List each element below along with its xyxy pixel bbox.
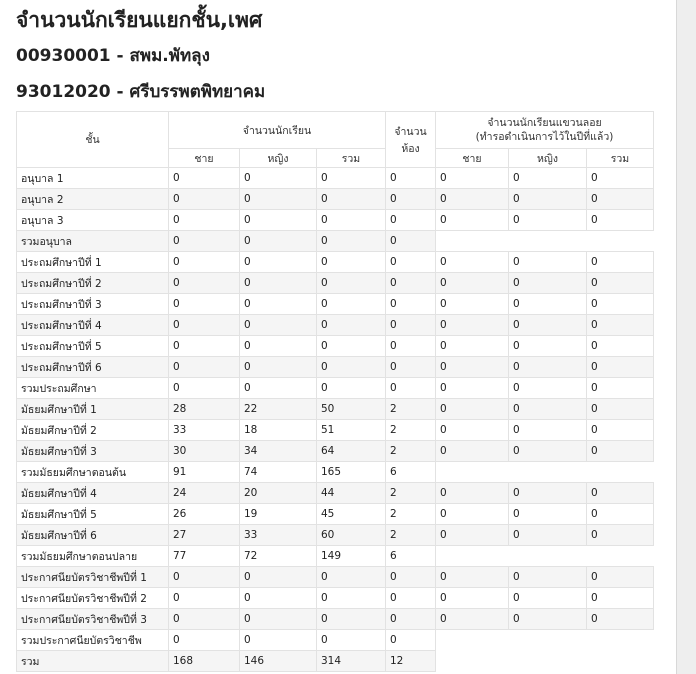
floating-male-cell: 0 [436, 315, 509, 336]
floating-female-cell: 0 [509, 273, 587, 294]
floating-male-header: ชาย [436, 149, 509, 168]
female-cell: 0 [240, 357, 317, 378]
floating-male-cell: 0 [436, 378, 509, 399]
male-cell: 0 [169, 273, 240, 294]
male-cell: 0 [169, 378, 240, 399]
male-cell: 0 [169, 210, 240, 231]
grade-cell: มัธยมศึกษาปีที่ 1 [17, 399, 169, 420]
grade-cell: รวม [17, 651, 169, 672]
grade-cell: มัธยมศึกษาปีที่ 4 [17, 483, 169, 504]
female-cell: 0 [240, 210, 317, 231]
rooms-cell: 2 [386, 483, 436, 504]
floating-female-cell: 0 [509, 210, 587, 231]
floating-male-cell: 0 [436, 420, 509, 441]
rooms-cell: 2 [386, 420, 436, 441]
floating-female-cell: 0 [509, 252, 587, 273]
floating-total-cell: 0 [587, 273, 654, 294]
grade-cell: อนุบาล 2 [17, 189, 169, 210]
table-row [17, 231, 654, 252]
floating-female-cell: 0 [509, 378, 587, 399]
female-cell: 0 [240, 378, 317, 399]
rooms-cell: 0 [386, 378, 436, 399]
rooms-cell: 2 [386, 399, 436, 420]
floating-total-cell: 0 [587, 441, 654, 462]
page-title: จำนวนนักเรียนแยกชั้น,เพศ [16, 8, 263, 32]
floating-female-cell: 0 [509, 588, 587, 609]
grade-cell: ประถมศึกษาปีที่ 2 [17, 273, 169, 294]
female-header: หญิง [240, 149, 317, 168]
male-cell: 77 [169, 546, 240, 567]
total-cell: 44 [317, 483, 386, 504]
floating-total-cell: 0 [587, 399, 654, 420]
female-cell: 74 [240, 462, 317, 483]
total-cell: 0 [317, 357, 386, 378]
floating-students-header [436, 112, 654, 149]
table-row [17, 210, 654, 231]
rooms-cell: 0 [386, 567, 436, 588]
table-row [17, 441, 654, 462]
grade-cell: ประกาศนียบัตรวิชาชีพปีที่ 2 [17, 588, 169, 609]
grade-cell: ประถมศึกษาปีที่ 4 [17, 315, 169, 336]
floating-empty-cell [436, 630, 654, 651]
floating-female-cell: 0 [509, 315, 587, 336]
grade-cell: มัธยมศึกษาปีที่ 3 [17, 441, 169, 462]
total-cell: 0 [317, 567, 386, 588]
floating-header-line1: จำนวนนักเรียนแขวนลอย [487, 117, 602, 129]
female-cell: 0 [240, 567, 317, 588]
total-cell: 64 [317, 441, 386, 462]
grade-header: ชั้น [17, 112, 169, 168]
floating-total-cell: 0 [587, 420, 654, 441]
floating-female-cell: 0 [509, 567, 587, 588]
floating-female-cell: 0 [509, 483, 587, 504]
total-cell: 50 [317, 399, 386, 420]
floating-empty-cell [436, 462, 654, 483]
floating-total-cell: 0 [587, 609, 654, 630]
female-cell: 0 [240, 630, 317, 651]
floating-male-cell: 0 [436, 252, 509, 273]
floating-total-header: รวม [587, 149, 654, 168]
total-cell: 0 [317, 252, 386, 273]
rooms-cell: 0 [386, 609, 436, 630]
floating-total-cell: 0 [587, 504, 654, 525]
rooms-cell: 0 [386, 588, 436, 609]
floating-total-cell: 0 [587, 315, 654, 336]
total-cell: 0 [317, 294, 386, 315]
table-row [17, 546, 654, 567]
male-cell: 0 [169, 252, 240, 273]
grade-cell: ประถมศึกษาปีที่ 6 [17, 357, 169, 378]
female-cell: 0 [240, 588, 317, 609]
female-cell: 0 [240, 609, 317, 630]
rooms-cell: 2 [386, 525, 436, 546]
female-cell: 0 [240, 315, 317, 336]
rooms-cell: 0 [386, 189, 436, 210]
female-cell: 0 [240, 189, 317, 210]
total-cell: 0 [317, 168, 386, 189]
table-row [17, 399, 654, 420]
total-header: รวม [317, 149, 386, 168]
floating-total-cell: 0 [587, 483, 654, 504]
female-cell: 18 [240, 420, 317, 441]
male-cell: 91 [169, 462, 240, 483]
male-cell: 28 [169, 399, 240, 420]
total-cell: 0 [317, 315, 386, 336]
table-row [17, 252, 654, 273]
table-body [17, 168, 654, 672]
rooms-cell: 12 [386, 651, 436, 672]
floating-male-cell: 0 [436, 336, 509, 357]
floating-header-line2: (ทำรอดำเนินการไว้ในปีที่แล้ว) [475, 131, 614, 143]
grade-cell: รวมประถมศึกษา [17, 378, 169, 399]
female-cell: 0 [240, 273, 317, 294]
floating-female-cell: 0 [509, 357, 587, 378]
table-row [17, 630, 654, 651]
total-cell: 0 [317, 609, 386, 630]
page-scroll-edge [676, 0, 696, 674]
rooms-cell: 0 [386, 315, 436, 336]
rooms-cell: 2 [386, 504, 436, 525]
grade-cell: มัธยมศึกษาปีที่ 5 [17, 504, 169, 525]
floating-female-header: หญิง [509, 149, 587, 168]
table-row [17, 378, 654, 399]
grade-cell: ประกาศนียบัตรวิชาชีพปีที่ 3 [17, 609, 169, 630]
rooms-cell: 0 [386, 231, 436, 252]
rooms-header [386, 112, 436, 168]
floating-total-cell: 0 [587, 252, 654, 273]
male-cell: 0 [169, 231, 240, 252]
total-cell: 0 [317, 231, 386, 252]
table-row [17, 462, 654, 483]
female-cell: 146 [240, 651, 317, 672]
grade-cell: มัธยมศึกษาปีที่ 2 [17, 420, 169, 441]
table-row [17, 294, 654, 315]
floating-female-cell: 0 [509, 189, 587, 210]
floating-male-cell: 0 [436, 399, 509, 420]
table-row [17, 189, 654, 210]
floating-male-cell: 0 [436, 609, 509, 630]
table-row [17, 336, 654, 357]
rooms-cell: 0 [386, 210, 436, 231]
table-row [17, 420, 654, 441]
rooms-cell: 0 [386, 336, 436, 357]
floating-female-cell: 0 [509, 420, 587, 441]
total-cell: 165 [317, 462, 386, 483]
grade-cell: รวมมัธยมศึกษาตอนต้น [17, 462, 169, 483]
students-header: จำนวนนักเรียน [169, 112, 386, 149]
school-heading: 93012020 - ศรีบรรพตพิทยาคม [16, 82, 266, 102]
male-cell: 26 [169, 504, 240, 525]
table-row [17, 168, 654, 189]
floating-female-cell: 0 [509, 441, 587, 462]
floating-empty-cell [436, 651, 654, 672]
rooms-header-line2: ห้อง [401, 142, 420, 155]
female-cell: 0 [240, 294, 317, 315]
male-header: ชาย [169, 149, 240, 168]
female-cell: 0 [240, 336, 317, 357]
area-heading: 00930001 - สพม.พัทลุง [16, 46, 210, 66]
floating-male-cell: 0 [436, 588, 509, 609]
grade-cell: ประถมศึกษาปีที่ 3 [17, 294, 169, 315]
total-cell: 0 [317, 210, 386, 231]
male-cell: 0 [169, 294, 240, 315]
male-cell: 0 [169, 588, 240, 609]
grade-cell: รวมประกาศนียบัตรวิชาชีพ [17, 630, 169, 651]
male-cell: 0 [169, 609, 240, 630]
table-row [17, 588, 654, 609]
female-cell: 72 [240, 546, 317, 567]
floating-total-cell: 0 [587, 567, 654, 588]
floating-total-cell: 0 [587, 588, 654, 609]
floating-male-cell: 0 [436, 168, 509, 189]
male-cell: 0 [169, 567, 240, 588]
rooms-cell: 0 [386, 630, 436, 651]
female-cell: 34 [240, 441, 317, 462]
floating-male-cell: 0 [436, 210, 509, 231]
floating-female-cell: 0 [509, 336, 587, 357]
floating-male-cell: 0 [436, 189, 509, 210]
floating-total-cell: 0 [587, 378, 654, 399]
grade-cell: ประถมศึกษาปีที่ 5 [17, 336, 169, 357]
floating-female-cell: 0 [509, 525, 587, 546]
floating-total-cell: 0 [587, 210, 654, 231]
rooms-cell: 6 [386, 546, 436, 567]
total-cell: 149 [317, 546, 386, 567]
floating-female-cell: 0 [509, 168, 587, 189]
total-cell: 0 [317, 189, 386, 210]
female-cell: 0 [240, 231, 317, 252]
total-cell: 0 [317, 630, 386, 651]
table-row [17, 483, 654, 504]
male-cell: 0 [169, 357, 240, 378]
rooms-cell: 2 [386, 441, 436, 462]
floating-male-cell: 0 [436, 294, 509, 315]
female-cell: 20 [240, 483, 317, 504]
total-cell: 0 [317, 336, 386, 357]
female-cell: 33 [240, 525, 317, 546]
grade-cell: มัธยมศึกษาปีที่ 6 [17, 525, 169, 546]
floating-female-cell: 0 [509, 609, 587, 630]
rooms-cell: 0 [386, 252, 436, 273]
student-count-table [16, 111, 654, 672]
table-row [17, 609, 654, 630]
table-row [17, 315, 654, 336]
grade-cell: อนุบาล 3 [17, 210, 169, 231]
male-cell: 0 [169, 336, 240, 357]
male-cell: 24 [169, 483, 240, 504]
male-cell: 30 [169, 441, 240, 462]
female-cell: 0 [240, 168, 317, 189]
floating-female-cell: 0 [509, 504, 587, 525]
rooms-cell: 0 [386, 273, 436, 294]
rooms-cell: 6 [386, 462, 436, 483]
male-cell: 168 [169, 651, 240, 672]
total-cell: 0 [317, 588, 386, 609]
floating-total-cell: 0 [587, 294, 654, 315]
floating-male-cell: 0 [436, 441, 509, 462]
female-cell: 22 [240, 399, 317, 420]
total-cell: 60 [317, 525, 386, 546]
floating-total-cell: 0 [587, 357, 654, 378]
floating-female-cell: 0 [509, 294, 587, 315]
floating-male-cell: 0 [436, 504, 509, 525]
floating-total-cell: 0 [587, 189, 654, 210]
rooms-header-line1: จำนวน [394, 125, 427, 138]
grade-cell: ประกาศนียบัตรวิชาชีพปีที่ 1 [17, 567, 169, 588]
total-cell: 45 [317, 504, 386, 525]
floating-empty-cell [436, 231, 654, 252]
male-cell: 27 [169, 525, 240, 546]
floating-male-cell: 0 [436, 273, 509, 294]
table-row [17, 357, 654, 378]
female-cell: 19 [240, 504, 317, 525]
total-cell: 0 [317, 273, 386, 294]
rooms-cell: 0 [386, 168, 436, 189]
table-row [17, 567, 654, 588]
table-row [17, 504, 654, 525]
floating-female-cell: 0 [509, 399, 587, 420]
floating-total-cell: 0 [587, 168, 654, 189]
rooms-cell: 0 [386, 294, 436, 315]
male-cell: 33 [169, 420, 240, 441]
male-cell: 0 [169, 168, 240, 189]
table-row [17, 525, 654, 546]
total-cell: 0 [317, 378, 386, 399]
floating-total-cell: 0 [587, 336, 654, 357]
floating-male-cell: 0 [436, 525, 509, 546]
floating-male-cell: 0 [436, 483, 509, 504]
grade-cell: รวมอนุบาล [17, 231, 169, 252]
rooms-cell: 0 [386, 357, 436, 378]
male-cell: 0 [169, 315, 240, 336]
floating-total-cell: 0 [587, 525, 654, 546]
floating-empty-cell [436, 546, 654, 567]
floating-male-cell: 0 [436, 567, 509, 588]
female-cell: 0 [240, 252, 317, 273]
table-row [17, 651, 654, 672]
grade-cell: อนุบาล 1 [17, 168, 169, 189]
grade-cell: รวมมัธยมศึกษาตอนปลาย [17, 546, 169, 567]
floating-male-cell: 0 [436, 357, 509, 378]
total-cell: 51 [317, 420, 386, 441]
table-row [17, 273, 654, 294]
total-cell: 314 [317, 651, 386, 672]
grade-cell: ประถมศึกษาปีที่ 1 [17, 252, 169, 273]
male-cell: 0 [169, 630, 240, 651]
male-cell: 0 [169, 189, 240, 210]
